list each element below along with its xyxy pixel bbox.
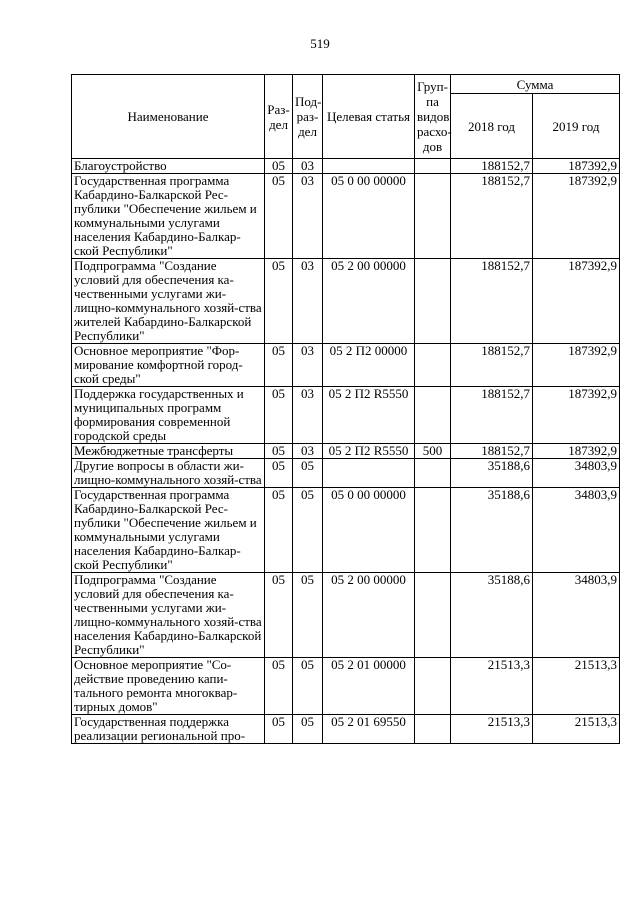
cell-2019: 187392,9 (533, 159, 620, 174)
cell-statya: 05 2 П2 R5550 (323, 387, 415, 444)
cell-group (415, 174, 451, 259)
cell-statya: 05 0 00 00000 (323, 488, 415, 573)
cell-2018: 35188,6 (451, 573, 533, 658)
cell-name: Основное мероприятие "Фор-мирование комфортной город-ской среды" (72, 344, 265, 387)
cell-2019: 21513,3 (533, 715, 620, 744)
table-row (72, 387, 620, 444)
cell-2019: 34803,9 (533, 488, 620, 573)
cell-2018: 21513,3 (451, 658, 533, 715)
cell-razdel: 05 (265, 488, 293, 573)
cell-statya: 05 2 П2 R5550 (323, 444, 415, 459)
cell-2018: 188152,7 (451, 444, 533, 459)
cell-razdel: 05 (265, 387, 293, 444)
cell-group (415, 259, 451, 344)
cell-group (415, 715, 451, 744)
cell-2018: 188152,7 (451, 344, 533, 387)
cell-group (415, 344, 451, 387)
cell-name: Благоустройство (72, 159, 265, 174)
cell-group (415, 387, 451, 444)
cell-statya: 05 2 00 00000 (323, 573, 415, 658)
cell-razdel: 05 (265, 344, 293, 387)
header-group: Груп-па видов расхо-дов (415, 75, 451, 159)
cell-name: Межбюджетные трансферты (72, 444, 265, 459)
cell-statya: 05 2 01 00000 (323, 658, 415, 715)
cell-2019: 21513,3 (533, 658, 620, 715)
cell-2018: 188152,7 (451, 159, 533, 174)
cell-name: Государственная программа Кабардино-Балкарской Рес-публики "Обеспечение жильем и коммунальными услугами населения Кабардино-Балкар-ской Республики" (72, 488, 265, 573)
header-year-2019: 2019 год (533, 94, 620, 159)
cell-razdel: 05 (265, 715, 293, 744)
cell-group (415, 658, 451, 715)
header-podrazdel: Под-раз-дел (293, 75, 323, 159)
cell-name: Другие вопросы в области жи-лищно-коммунального хозяй-ства (72, 459, 265, 488)
cell-2018: 188152,7 (451, 259, 533, 344)
cell-2018: 35188,6 (451, 488, 533, 573)
cell-name: Государственная поддержка реализации региональной про- (72, 715, 265, 744)
table-header (72, 75, 620, 159)
cell-2019: 187392,9 (533, 444, 620, 459)
cell-statya: 05 0 00 00000 (323, 174, 415, 259)
cell-podrazdel: 05 (293, 573, 323, 658)
cell-2018: 188152,7 (451, 387, 533, 444)
budget-table (71, 74, 620, 744)
cell-statya (323, 159, 415, 174)
cell-podrazdel: 03 (293, 174, 323, 259)
cell-statya: 05 2 01 69550 (323, 715, 415, 744)
table-row (72, 174, 620, 259)
cell-name: Подпрограмма "Создание условий для обеспечения ка-чественными услугами жи-лищно-коммунального хозяй-ства жителей Кабардино-Балкарской Республики" (72, 259, 265, 344)
cell-podrazdel: 05 (293, 715, 323, 744)
cell-podrazdel: 03 (293, 259, 323, 344)
cell-razdel: 05 (265, 159, 293, 174)
cell-podrazdel: 05 (293, 459, 323, 488)
cell-podrazdel: 03 (293, 387, 323, 444)
cell-statya: 05 2 П2 00000 (323, 344, 415, 387)
cell-2019: 187392,9 (533, 344, 620, 387)
cell-2019: 187392,9 (533, 174, 620, 259)
cell-podrazdel: 03 (293, 159, 323, 174)
cell-2019: 187392,9 (533, 387, 620, 444)
header-razdel: Раз-дел (265, 75, 293, 159)
table-row (72, 459, 620, 488)
header-year-2018: 2018 год (451, 94, 533, 159)
cell-group (415, 573, 451, 658)
header-name: Наименование (72, 75, 265, 159)
table-row (72, 259, 620, 344)
cell-razdel: 05 (265, 459, 293, 488)
table-row (72, 658, 620, 715)
cell-group: 500 (415, 444, 451, 459)
cell-group (415, 159, 451, 174)
table-row (72, 488, 620, 573)
cell-razdel: 05 (265, 259, 293, 344)
cell-2018: 21513,3 (451, 715, 533, 744)
cell-name: Основное мероприятие "Со-действие проведению капи-тального ремонта многоквар-тирных домов" (72, 658, 265, 715)
cell-name: Государственная программа Кабардино-Балкарской Рес-публики "Обеспечение жильем и коммунальными услугами населения Кабардино-Балкар-ской Республики" (72, 174, 265, 259)
cell-2019: 187392,9 (533, 259, 620, 344)
table-row (72, 159, 620, 174)
cell-2019: 34803,9 (533, 459, 620, 488)
cell-name: Поддержка государственных и муниципальных программ формирования современной городской среды (72, 387, 265, 444)
table-row (72, 444, 620, 459)
cell-razdel: 05 (265, 174, 293, 259)
cell-group (415, 488, 451, 573)
cell-podrazdel: 05 (293, 658, 323, 715)
cell-razdel: 05 (265, 444, 293, 459)
cell-2019: 34803,9 (533, 573, 620, 658)
cell-2018: 35188,6 (451, 459, 533, 488)
cell-statya (323, 459, 415, 488)
cell-group (415, 459, 451, 488)
header-statya: Целевая статья (323, 75, 415, 159)
cell-podrazdel: 03 (293, 344, 323, 387)
table-row (72, 573, 620, 658)
table-body (72, 159, 620, 744)
cell-podrazdel: 03 (293, 444, 323, 459)
cell-2018: 188152,7 (451, 174, 533, 259)
cell-statya: 05 2 00 00000 (323, 259, 415, 344)
cell-razdel: 05 (265, 573, 293, 658)
page-number: 519 (310, 36, 330, 51)
table-row (72, 715, 620, 744)
header-sum: Сумма (451, 75, 620, 94)
cell-podrazdel: 05 (293, 488, 323, 573)
cell-razdel: 05 (265, 658, 293, 715)
table-row (72, 344, 620, 387)
cell-name: Подпрограмма "Создание условий для обеспечения ка-чественными услугами жи-лищно-коммунального хозяй-ства населения Кабардино-Балкарской Республики" (72, 573, 265, 658)
